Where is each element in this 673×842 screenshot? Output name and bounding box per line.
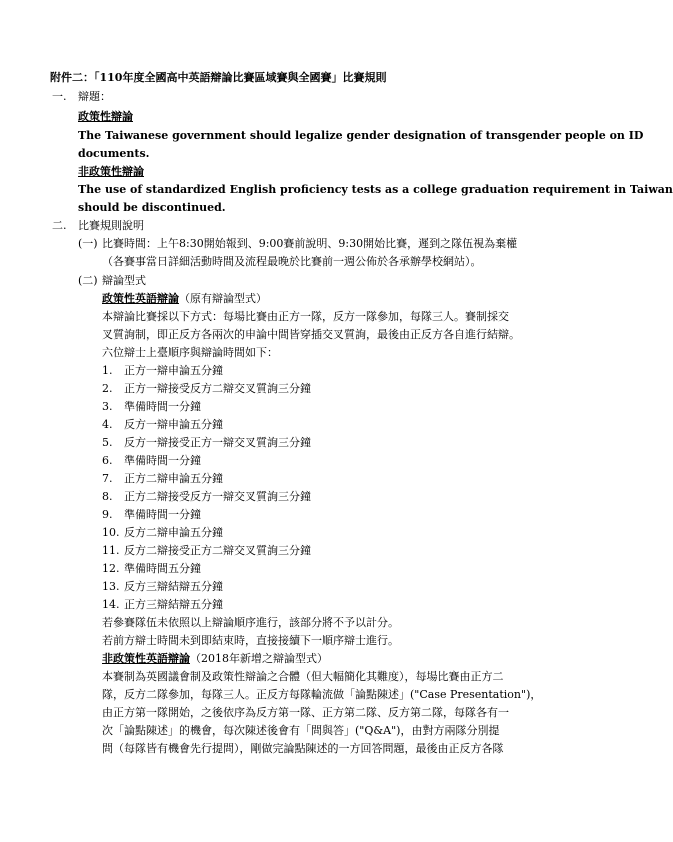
nonpolicy-motion-line1: The use of standardized English proficiency tests as a college graduation requirement in Taiwan — [78, 183, 673, 196]
section2-heading: 比賽規則說明 — [78, 219, 144, 232]
order-item-text: 反方三辯結辯五分鐘 — [124, 580, 223, 593]
order-item-text: 準備時間五分鐘 — [124, 562, 201, 575]
order-item-text: 準備時間一分鐘 — [124, 508, 201, 521]
order-item — [102, 418, 223, 432]
policy-format-note: （原有辯論型式） — [179, 292, 267, 305]
order-item-text: 正方三辯結辯五分鐘 — [124, 598, 223, 611]
nonpolicy-format-label: 非政策性英語辯論 — [102, 652, 190, 665]
order-item-text: 反方一辯接受正方一辯交叉質詢三分鐘 — [124, 436, 311, 449]
policy-motion-line1: The Taiwanese government should legalize gender designation of transgender people on ID — [78, 129, 644, 142]
policy-paragraph-line3: 六位辯士上臺順序與辯論時間如下： — [102, 346, 278, 359]
policy-debate-label: 政策性辯論 — [78, 110, 133, 123]
order-item-number: 5. — [102, 436, 113, 449]
order-item-text: 準備時間一分鐘 — [124, 454, 201, 467]
order-item — [102, 580, 223, 594]
order-item-number: 11. — [102, 544, 120, 557]
order-item — [102, 400, 201, 414]
order-item-number: 12. — [102, 562, 120, 575]
order-item-number: 8. — [102, 490, 113, 503]
item1-number: (一) — [78, 237, 98, 250]
nonpolicy-format-note: （2018年新增之辯論型式） — [190, 652, 328, 665]
nonpolicy-paragraph-line4: 次「論點陳述」的機會，每次陳述後會有「問與答」("Q&A")，由對方兩隊分別提 — [102, 724, 500, 737]
policy-paragraph-line2: 叉質詢制，即正反方各兩次的申論中間皆穿插交叉質詢，最後由正反方各自進行結辯。 — [102, 328, 520, 341]
policy-paragraph-line1: 本辯論比賽採以下方式：每場比賽由正方一隊，反方一隊參加，每隊三人。賽制採交 — [102, 310, 509, 323]
order-item — [102, 598, 223, 612]
order-item-text: 正方二辯接受反方一辯交叉質詢三分鐘 — [124, 490, 311, 503]
order-item-number: 10. — [102, 526, 120, 539]
order-item-number: 1. — [102, 364, 113, 377]
order-item — [102, 544, 311, 558]
order-item — [102, 472, 223, 486]
nonpolicy-paragraph-line1: 本賽制為英國議會制及政策性辯論之合體（但大幅簡化其難度），每場比賽由正方二 — [102, 670, 504, 683]
order-item-number: 7. — [102, 472, 113, 485]
order-note-1: 若參賽隊伍未依照以上辯論順序進行，該部分將不予以計分。 — [102, 616, 399, 629]
order-item — [102, 364, 223, 378]
item2-heading: 辯論型式 — [102, 274, 146, 287]
item2-number: (二) — [78, 274, 98, 287]
item1-line2: （各賽事當日詳細活動時間及流程最晚於比賽前一週公佈於各承辦學校網站）。 — [102, 255, 482, 268]
order-item — [102, 526, 223, 540]
order-item — [102, 562, 201, 576]
nonpolicy-debate-label: 非政策性辯論 — [78, 165, 144, 178]
order-item-number: 2. — [102, 382, 113, 395]
document-title: 附件二：「110年度全國高中英語辯論比賽區域賽與全國賽」比賽規則 — [50, 71, 387, 84]
order-item-number: 13. — [102, 580, 120, 593]
order-item-number: 6. — [102, 454, 113, 467]
order-item — [102, 382, 311, 396]
order-item-number: 9. — [102, 508, 113, 521]
section2-number: 二. — [52, 219, 67, 232]
order-item — [102, 490, 311, 504]
section1-heading: 辯題： — [78, 90, 111, 103]
order-note-2: 若前方辯士時間未到即結束時，直接接續下一順序辯士進行。 — [102, 634, 399, 647]
nonpolicy-paragraph-line5: 問（每隊皆有機會先行提問），剛做完論點陳述的一方回答問題，最後由正反方各隊 — [102, 742, 504, 755]
nonpolicy-format-heading — [102, 652, 328, 666]
order-item-number: 3. — [102, 400, 113, 413]
order-item-text: 反方一辯申論五分鐘 — [124, 418, 223, 431]
order-item — [102, 436, 311, 450]
order-item-number: 4. — [102, 418, 113, 431]
order-item-text: 正方二辯申論五分鐘 — [124, 472, 223, 485]
policy-motion-line2: documents. — [78, 147, 150, 160]
order-item-text: 反方二辯申論五分鐘 — [124, 526, 223, 539]
section1-number: 一. — [52, 90, 67, 103]
order-item-text: 準備時間一分鐘 — [124, 400, 201, 413]
order-item-text: 正方一辯申論五分鐘 — [124, 364, 223, 377]
policy-format-heading — [102, 292, 267, 306]
nonpolicy-motion-line2: should be discontinued. — [78, 201, 226, 214]
order-item-text: 正方一辯接受反方二辯交叉質詢三分鐘 — [124, 382, 311, 395]
nonpolicy-paragraph-line2: 隊，反方二隊參加，每隊三人。正反方每隊輪流做「論點陳述」("Case Presentation")， — [102, 688, 542, 701]
policy-format-label: 政策性英語辯論 — [102, 292, 179, 305]
order-item-number: 14. — [102, 598, 120, 611]
item1-line1: 比賽時間：上午8:30開始報到、9:00賽前說明、9:30開始比賽，遲到之隊伍視為棄權 — [102, 237, 518, 250]
nonpolicy-paragraph-line3: 由正方第一隊開始，之後依序為反方第一隊、正方第二隊、反方第二隊，每隊各有一 — [102, 706, 509, 719]
order-item — [102, 508, 201, 522]
order-item — [102, 454, 201, 468]
order-item-text: 反方二辯接受正方二辯交叉質詢三分鐘 — [124, 544, 311, 557]
